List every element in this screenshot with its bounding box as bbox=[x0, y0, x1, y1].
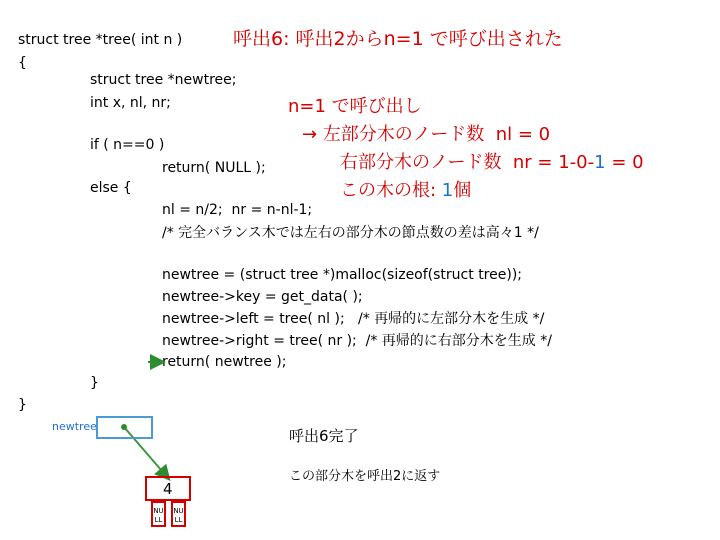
tree-node-key: 4 bbox=[163, 480, 173, 498]
code-line-close-func: } bbox=[18, 397, 27, 413]
code-line-nl-nr: nl = n/2; nr = n-nl-1; bbox=[162, 202, 313, 218]
right-count-suffix: = 0 bbox=[605, 152, 644, 173]
right-count-prefix: 右部分木のノード数 nr = 1-0- bbox=[340, 152, 595, 173]
right-null-box: NULL bbox=[171, 501, 186, 527]
code-line-key: newtree->key = get_data( ); bbox=[162, 289, 363, 305]
code-line-return-null: return( NULL ); bbox=[162, 160, 266, 176]
code-line-right: newtree->right = tree( nr ); /* 再帰的に右部分木を生成 */ bbox=[162, 333, 552, 349]
call-title: 呼出6: 呼出2からn=1 で呼び出された bbox=[233, 28, 563, 50]
call-complete-label: 呼出6完了 bbox=[289, 427, 359, 445]
code-line-open-brace: { bbox=[18, 55, 27, 71]
root-count-suffix: 個 bbox=[453, 180, 472, 201]
code-line-else: else { bbox=[90, 180, 132, 196]
code-line-close-else: } bbox=[90, 375, 99, 391]
code-line-if: if ( n==0 ) bbox=[90, 137, 165, 153]
code-line-return-newtree: return( newtree ); bbox=[162, 354, 287, 370]
code-line-signature: struct tree *tree( int n ) bbox=[18, 32, 183, 48]
left-null-box: NULL bbox=[151, 501, 166, 527]
code-line-malloc: newtree = (struct tree *)malloc(sizeof(struct tree)); bbox=[162, 267, 522, 283]
right-count-blue-one: 1 bbox=[594, 152, 606, 173]
return-subtree-label: この部分木を呼出2に返す bbox=[289, 469, 441, 484]
code-line-declare-ints: int x, nl, nr; bbox=[90, 95, 171, 111]
root-count-prefix: この木の根: bbox=[340, 180, 442, 201]
newtree-label: newtree bbox=[52, 420, 97, 433]
call-n-note: n=1 で呼び出し bbox=[288, 96, 422, 117]
root-count-blue-one: 1 bbox=[441, 180, 454, 201]
code-line-left: newtree->left = tree( nl ); /* 再帰的に左部分木を生成 */ bbox=[162, 311, 545, 327]
left-count-note: → 左部分木のノード数 nl = 0 bbox=[302, 124, 551, 145]
code-line-declare-newtree: struct tree *newtree; bbox=[90, 72, 237, 88]
newtree-variable-box bbox=[96, 416, 153, 439]
code-line-comment-balance: /* 完全バランス木では左右の部分木の節点数の差は高々1 */ bbox=[162, 225, 539, 241]
